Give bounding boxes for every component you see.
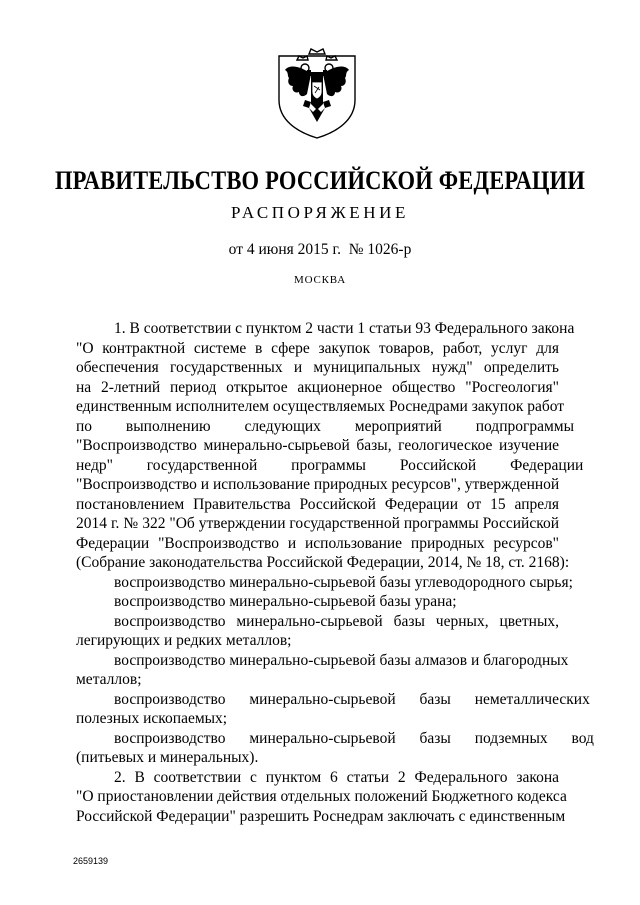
body-line: воспроизводство минерально-сырьевой базы углеводородного сырья; <box>114 573 573 591</box>
body-line: недр" государственной программы Российской Федерации <box>76 456 584 474</box>
body-line: воспроизводство минерально-сырьевой базы неметаллических <box>114 690 590 708</box>
body-line: (питьевых и минеральных). <box>76 749 259 766</box>
body-line: обеспечения государственных и муниципальных нужд" определить <box>76 359 559 376</box>
body-line: легирующих и редких металлов; <box>76 632 292 649</box>
body-line: воспроизводство минерально-сырьевой базы урана; <box>114 593 457 610</box>
body-line: Российской Федерации" разрешить Роснедрам заключать с единственным <box>76 807 566 825</box>
body-line: "Воспроизводство и использование природных ресурсов", утвержденной <box>76 476 560 493</box>
body-line: металлов; <box>76 671 142 688</box>
body-line: по выполнению следующих мероприятий подпрограммы <box>76 417 575 435</box>
body-line: "Воспроизводство минерально-сырьевой базы, геологическое изучение <box>76 437 559 454</box>
government-title: ПРАВИТЕЛЬСТВО РОССИЙСКОЙ ФЕДЕРАЦИИ <box>54 166 586 195</box>
body-line: воспроизводство минерально-сырьевой базы черных, цветных, <box>114 612 559 630</box>
body-line: "О контрактной системе в сфере закупок товаров, работ, услуг для <box>76 339 559 357</box>
body-line: Федерации "Воспроизводство и использование природных ресурсов" <box>76 534 559 552</box>
body-line: 2. В соответствии с пунктом 6 статьи 2 Федерального закона <box>114 768 559 786</box>
body-line: на 2-летний период открытое акционерное общество "Росгеология" <box>76 378 559 396</box>
body-line: полезных ископаемых; <box>76 710 228 727</box>
body-line: 2014 г. № 322 "Об утверждении государственной программы Российской <box>76 515 559 532</box>
body-line: постановлением Правительства Российской Федерации от 15 апреля <box>76 495 559 513</box>
body-line: 1. В соответствии с пунктом 2 части 1 статьи 93 Федерального закона <box>114 320 575 337</box>
document-type: РАСПОРЯЖЕНИЕ <box>230 203 410 222</box>
body-line: воспроизводство минерально-сырьевой базы алмазов и благородных <box>114 651 569 669</box>
document-body <box>76 319 594 826</box>
body-line: (Собрание законодательства Российской Федерации, 2014, № 18, ст. 2168): <box>76 554 570 571</box>
russian-coat-of-arms-icon <box>275 48 359 140</box>
document-place: МОСКВА <box>294 274 346 286</box>
document-date-number: от 4 июня 2015 г. № 1026-р <box>228 241 412 258</box>
document-id-number: 2659139 <box>73 856 109 866</box>
body-line: единственным исполнителем осуществляемых Роснедрами закупок работ <box>76 398 565 415</box>
body-line: "О приостановлении действия отдельных положений Бюджетного кодекса <box>76 788 567 805</box>
body-line: воспроизводство минерально-сырьевой базы подземных вод <box>114 729 594 747</box>
